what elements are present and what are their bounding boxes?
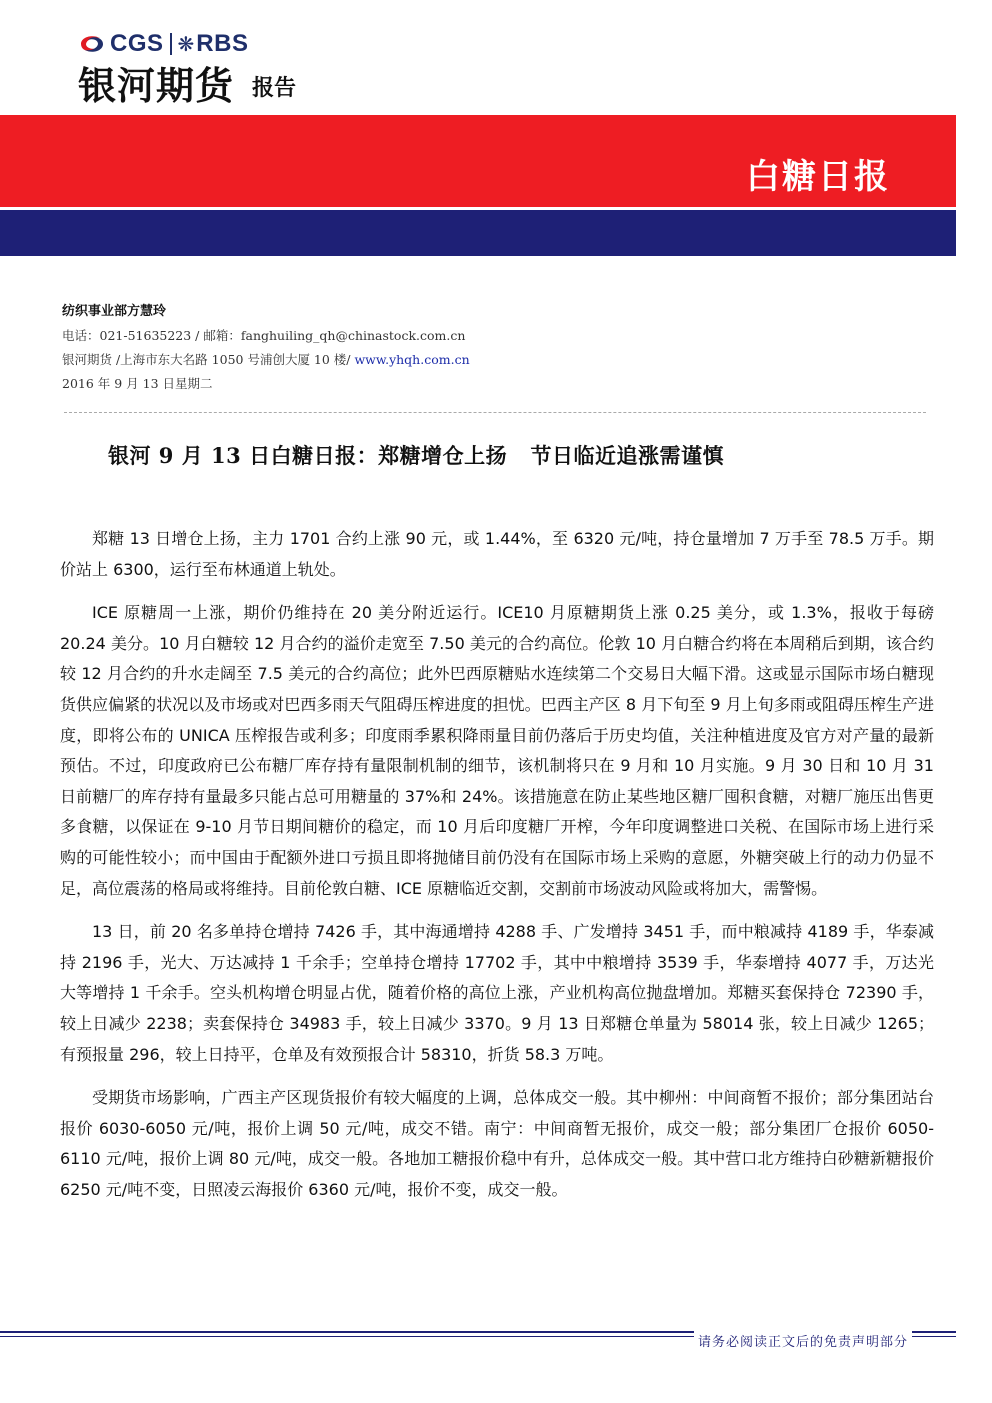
- paragraph: 13 日，前 20 名多单持仓增持 7426 手，其中海通增持 4288 手、广发增持 3451 手，而中粮减持 4189 手，华泰减持 2196 手，光大、万达减持 1 千余手；空单持仓增持 17702 手，其中中粮增持 3539 手，华泰增持 4077 手，万达光大等增持 1 千余手。空头机构增仓明显占优，随着价格的高位上涨，产业机构高位抛盘增加。郑糖买套保持仓 72390 手，较上日减少 2238；卖套保持仓 34983 手，较上日减少 3370。9 月 13 日郑糖仓单量为 58014 张，较上日减少 1265；有预报量 296，较上日持平，仓单及有效预报合计 58310，折货 58.3 万吨。: [60, 922, 934, 1064]
- address-text: 银河期货 /上海市东大名路 1050 号浦创大厦 10 楼/: [62, 352, 355, 367]
- cgs-swirl-icon: [78, 33, 106, 55]
- brand-en-text: CGS: [110, 30, 164, 57]
- company-logo: [78, 28, 338, 118]
- brand-partner-text: RBS: [196, 30, 249, 57]
- author-name: 纺织事业部方慧玲: [62, 304, 167, 319]
- paragraph: ICE 原糖周一上涨，期价仍维持在 20 美分附近运行。ICE10 月原糖期货上涨 0.25 美分，或 1.3%，报收于每磅 20.24 美分。10 月白糖较 12 月合约的溢价走宽至 7.50 美元的合约高位。伦敦 10 月白糖合约将在本周稍后到期，该合约较 12 月合约的升水走阔至 7.5 美元的合约高位；此外巴西原糖贴水连续第二个交易日大幅下滑。这或显示国际市场白糖现货供应偏紧的状况以及市场或对巴西多雨天气阻碍压榨进度的担忧。巴西主产区 8 月下旬至 9 月上旬多雨或阻碍压榨生产进度，即将公布的 UNICA 压榨报告或利多；印度雨季累积降雨量目前仍落后于历史均值，关注种植进度及官方对产量的最新预估。不过，印度政府已公布糖厂库存持有量限制机制的细节，该机制将只在 9 月和 10 月实施。9 月 30 日和 10 月 31 日前糖厂的库存持有量最多只能占总可用糖量的 37%和 24%。该措施意在防止某些地区糖厂囤积食糖，对糖厂施压出售更多食糖，以保证在 9-10 月节日期间糖价的稳定，而 10 月后印度糖厂开榨，今年印度调整进口关税、在国际市场上进行采购的可能性较小；而中国由于配额外进口亏损且即将抛储目前仍没有在国际市场上采购的意愿，外糖突破上行的动力仍显不足，高位震荡的格局或将维持。目前伦敦白糖、ICE 原糖临近交割，交割前市场波动风险或将加大，需警惕。: [60, 603, 934, 898]
- article-body: [60, 524, 934, 1218]
- title-banner: [0, 115, 956, 207]
- paragraph: 受期货市场影响，广西主产区现货报价有较大幅度的上调，总体成交一般。其中柳州：中间商暂不报价；部分集团站台报价 6030-6050 元/吨，报价上调 50 元/吨，成交不错。南宁：中间商暂无报价，成交一般；部分集团厂仓报价 6050-6110 元/吨，报价上调 80 元/吨，成交一般。各地加工糖报价稳中有升，总体成交一般。其中营口北方维持白砂糖新糖报价 6250 元/吨不变，日照凌云海报价 6360 元/吨，报价不变，成交一般。: [60, 1088, 934, 1199]
- article-title: 银河 9 月 13 日白糖日报：郑糖增仓上扬 节日临近追涨需谨慎: [108, 443, 725, 468]
- banner-title: 白糖日报: [746, 157, 890, 197]
- rbs-daisy-icon: ❋: [177, 32, 195, 56]
- report-date: 2016 年 9 月 13 日星期二: [62, 376, 213, 391]
- phone-email-line: 电话：021-51635223 / 邮箱：fanghuiling_qh@chinastock.com.cn: [62, 328, 466, 343]
- brand-separator: [170, 33, 172, 55]
- brand-cn-text: 银河期货: [78, 64, 235, 108]
- report-label: 报告: [252, 76, 297, 101]
- dashed-divider: [64, 412, 926, 413]
- address-line: [62, 352, 470, 368]
- paragraph: 郑糖 13 日增仓上扬，主力 1701 合约上涨 90 元，或 1.44%，至 6320 元/吨，持仓量增加 7 万手至 78.5 万手。期价站上 6300，运行至布林通道上轨处。: [60, 529, 934, 579]
- contact-block: [62, 300, 470, 400]
- website-link[interactable]: www.yhqh.com.cn: [354, 352, 470, 367]
- disclaimer-note: 请务必阅读正文后的免责声明部分: [694, 1331, 912, 1350]
- blue-banner: [0, 210, 956, 256]
